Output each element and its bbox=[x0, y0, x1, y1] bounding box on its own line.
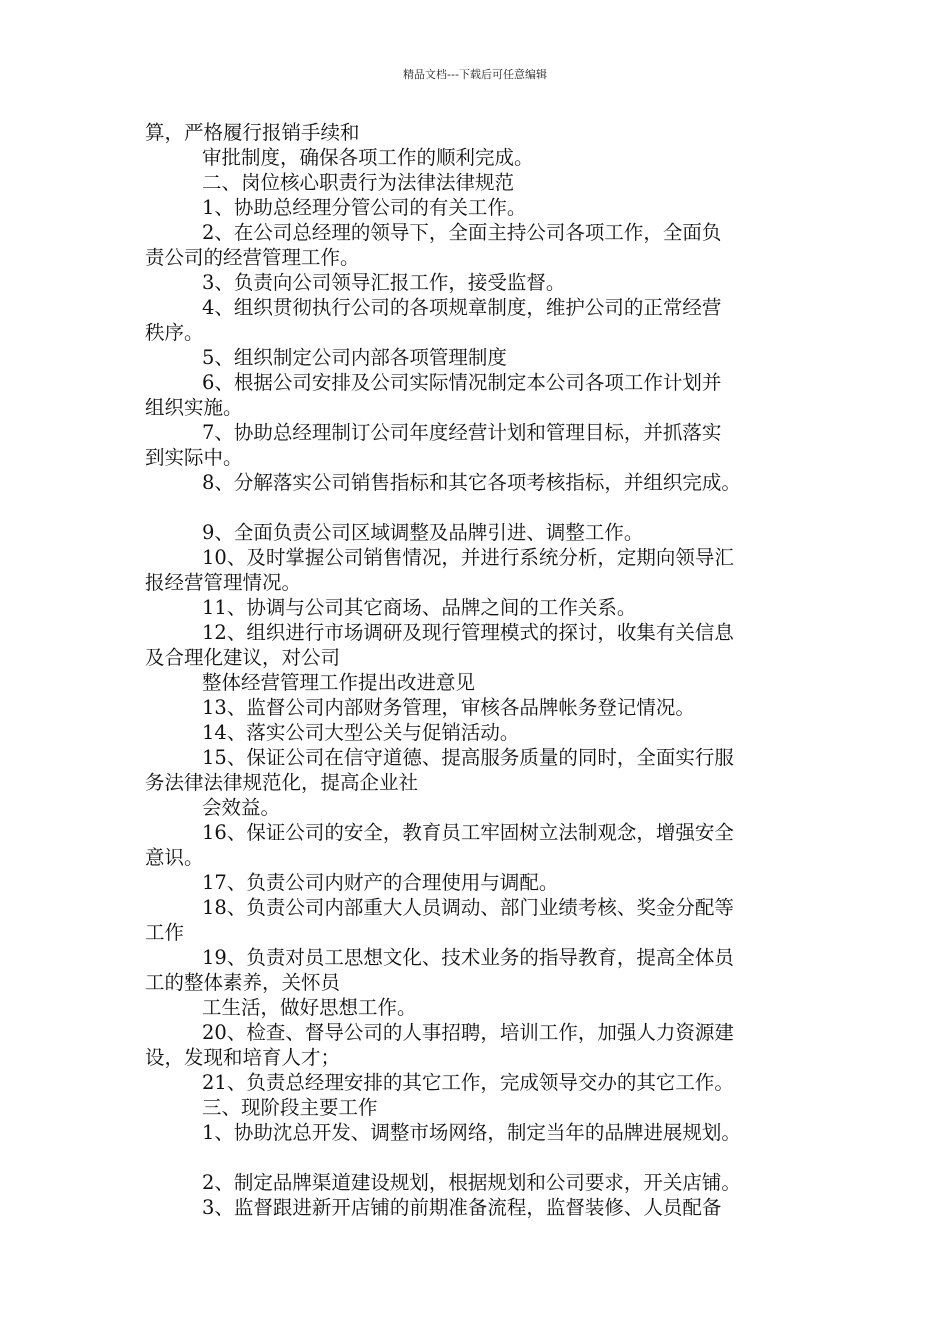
text-line: 17、负责公司内财产的合理使用与调配。 bbox=[202, 871, 559, 894]
text-line: 报经营管理情况。 bbox=[145, 571, 302, 594]
blank-line bbox=[145, 495, 825, 520]
text-line: 组织实施。 bbox=[145, 396, 243, 419]
text-line: 算，严格履行报销手续和 bbox=[145, 121, 360, 144]
text-line: 12、组织进行市场调研及现行管理模式的探讨，收集有关信息 bbox=[202, 621, 734, 644]
blank-line bbox=[145, 1145, 825, 1170]
text-line: 工的整体素养，关怀员 bbox=[145, 971, 341, 994]
text-line: 及合理化建议，对公司 bbox=[145, 646, 341, 669]
text-line: 10、及时掌握公司销售情况，并进行系统分析，定期向领导汇 bbox=[202, 546, 734, 569]
text-line: 4、组织贯彻执行公司的各项规章制度，维护公司的正常经营 bbox=[202, 296, 722, 319]
text-line: 9、全面负责公司区域调整及品牌引进、调整工作。 bbox=[202, 521, 644, 544]
section-heading: 二、岗位核心职责行为法律法律规范 bbox=[202, 171, 515, 194]
text-line: 3、监督跟进新开店铺的前期准备流程，监督装修、人员配备 bbox=[202, 1196, 722, 1219]
text-line: 1、协助总经理分管公司的有关工作。 bbox=[202, 196, 527, 219]
document-body bbox=[145, 120, 825, 1220]
text-line: 设，发现和培育人才； bbox=[145, 1046, 341, 1069]
text-line: 8、分解落实公司销售指标和其它各项考核指标，并组织完成。 bbox=[202, 471, 741, 494]
text-line: 13、监督公司内部财务管理，审核各品牌帐务登记情况。 bbox=[202, 696, 695, 719]
text-line: 秩序。 bbox=[145, 321, 204, 344]
text-line: 20、检查、督导公司的人事招聘，培训工作，加强人力资源建 bbox=[202, 1021, 734, 1044]
text-line: 意识。 bbox=[145, 846, 204, 869]
text-line: 审批制度，确保各项工作的顺利完成。 bbox=[202, 146, 534, 169]
text-line: 6、根据公司安排及公司实际情况制定本公司各项工作计划并 bbox=[202, 371, 722, 394]
text-line: 5、组织制定公司内部各项管理制度 bbox=[202, 346, 507, 369]
text-line: 整体经营管理工作提出改进意见 bbox=[202, 671, 476, 694]
text-line: 1、协助沈总开发、调整市场网络，制定当年的品牌进展规划。 bbox=[202, 1121, 741, 1144]
text-line: 14、落实公司大型公关与促销活动。 bbox=[202, 721, 520, 744]
page-header: 精品文档---下载后可任意编辑 bbox=[403, 68, 547, 81]
text-line: 7、协助总经理制订公司年度经营计划和管理目标，并抓落实 bbox=[202, 421, 722, 444]
text-line: 3、负责向公司领导汇报工作，接受监督。 bbox=[202, 271, 566, 294]
text-line: 18、负责公司内部重大人员调动、部门业绩考核、奖金分配等 bbox=[202, 896, 734, 919]
section-heading: 三、现阶段主要工作 bbox=[202, 1096, 378, 1119]
text-line: 务法律法律规范化，提高企业社 bbox=[145, 771, 419, 794]
text-line: 到实际中。 bbox=[145, 446, 243, 469]
text-line: 16、保证公司的安全，教育员工牢固树立法制观念，增强安全 bbox=[202, 821, 734, 844]
text-line: 11、协调与公司其它商场、品牌之间的工作关系。 bbox=[202, 596, 637, 619]
text-line: 工作 bbox=[145, 921, 185, 944]
text-line: 19、负责对员工思想文化、技术业务的指导教育，提高全体员 bbox=[202, 946, 734, 969]
text-line: 15、保证公司在信守道德、提高服务质量的同时，全面实行服 bbox=[202, 746, 734, 769]
text-line: 会效益。 bbox=[202, 796, 281, 819]
text-line: 2、制定品牌渠道建设规划，根据规划和公司要求，开关店铺。 bbox=[202, 1171, 741, 1194]
text-line: 2、在公司总经理的领导下，全面主持公司各项工作，全面负 bbox=[202, 221, 722, 244]
text-line: 工生活，做好思想工作。 bbox=[202, 996, 417, 1019]
text-line: 责公司的经营管理工作。 bbox=[145, 246, 360, 269]
text-line: 21、负责总经理安排的其它工作，完成领导交办的其它工作。 bbox=[202, 1071, 734, 1094]
